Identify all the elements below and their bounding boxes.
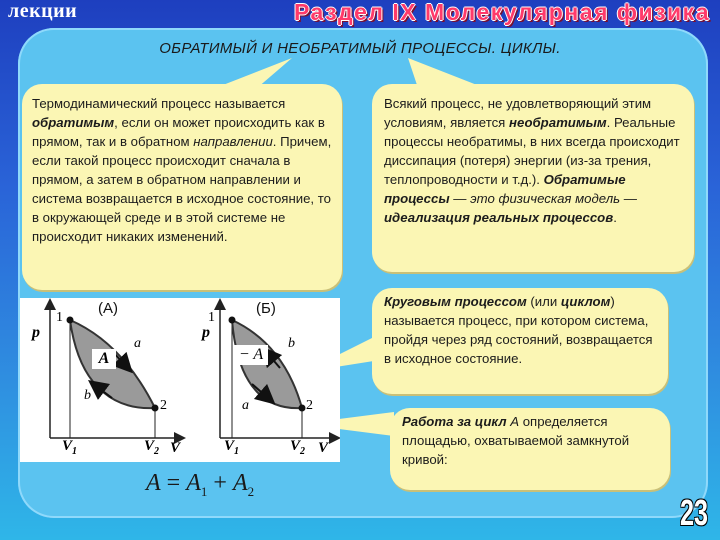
term-cycle: циклом [560, 294, 611, 309]
term-idealization: идеализация реальных процессов [384, 210, 614, 225]
graph-a-p-label: p [32, 324, 40, 341]
graph-b-v-axis: V [318, 440, 329, 456]
graph-a-work: A [92, 349, 116, 369]
term-irreversible: необратимым [509, 115, 607, 130]
bubble3-text: ) называется процесс, при котором система, пройдя через ряд состояний, возвращается в исходное состояние. [384, 294, 653, 366]
term-reversible-processes: Обратимые процессы [384, 172, 626, 206]
bubble3-text: (или [526, 294, 561, 309]
term-reversible: обратимым [32, 115, 115, 130]
graph-a-v-axis: V [170, 440, 181, 456]
term-direction: направлении [193, 134, 273, 149]
graph-b-point2: 2 [306, 398, 313, 413]
pv-diagrams [20, 298, 340, 462]
bubble2-text: Всякий процесс, не удовлетворяющий этим условиям, является [384, 96, 652, 130]
graph-b-point1: 1 [208, 310, 215, 325]
graph-a-label: (А) [98, 300, 118, 317]
bubble1-text: Термодинамический процесс называется [32, 96, 286, 111]
graph-b-p-label: p [202, 324, 210, 341]
cycle-work-formula: $A = A_1 + A_2$ [146, 470, 255, 499]
term-cycle-work: Работа за цикл [402, 414, 511, 429]
graph-a-point2: 2 [160, 398, 167, 413]
graph-a-v2: $V_2$ [144, 438, 160, 457]
bubble2-text: . Реальные процессы необратимы, в них всегда происходит диссипация (потеря) энергии (из-за трения, теплопроводности и т.д.). [384, 115, 680, 187]
term-circular-process: Круговым процессом [384, 294, 527, 309]
section-title: Раздел IX Молекулярная физика [293, 0, 710, 25]
graph-b-curve-b: b [288, 336, 295, 351]
cycle-definition-bubble [372, 288, 668, 394]
graph-a-v1: $V_1$ [62, 438, 78, 457]
graph-b-curve-a: a [242, 398, 249, 413]
work-symbol: А [510, 414, 520, 429]
graph-b-v1: $V_1$ [224, 438, 240, 457]
graph-a-point1: 1 [56, 310, 63, 325]
irreversible-definition-bubble [372, 84, 694, 272]
slide-title: ОБРАТИМЫЙ И НЕОБРАТИМЫЙ ПРОЦЕССЫ. ЦИКЛЫ. [159, 40, 561, 57]
cycle-work-bubble [390, 408, 670, 490]
bubble4-text: определяется площадью, охватываемой замкнутой кривой: [402, 414, 630, 467]
graph-a [50, 304, 180, 438]
bubble1-text: . Причем, если такой процесс происходит сначала в прямом, а затем в обратном направлении и система возвращается в исходное состояние, то в окружающей среде и в этой системе не происходит никаких изменений. [32, 134, 332, 244]
bubble2-text: . [613, 210, 617, 225]
page-number: 23 [680, 492, 709, 533]
graph-b-work: − A [234, 345, 268, 365]
graph-b-label: (Б) [256, 300, 276, 317]
graph-b [220, 304, 335, 438]
bubble2-text: — это физическая модель — [449, 191, 637, 206]
reversible-definition-bubble [22, 84, 342, 290]
bubble1-text: , если он может происходить как в прямом, так и в обратном [32, 115, 325, 149]
graph-a-curve-b: b [84, 388, 91, 403]
lecture-label: лекции [8, 0, 78, 22]
graph-a-curve-a: a [134, 336, 141, 351]
graph-b-v2: $V_2$ [290, 438, 306, 457]
